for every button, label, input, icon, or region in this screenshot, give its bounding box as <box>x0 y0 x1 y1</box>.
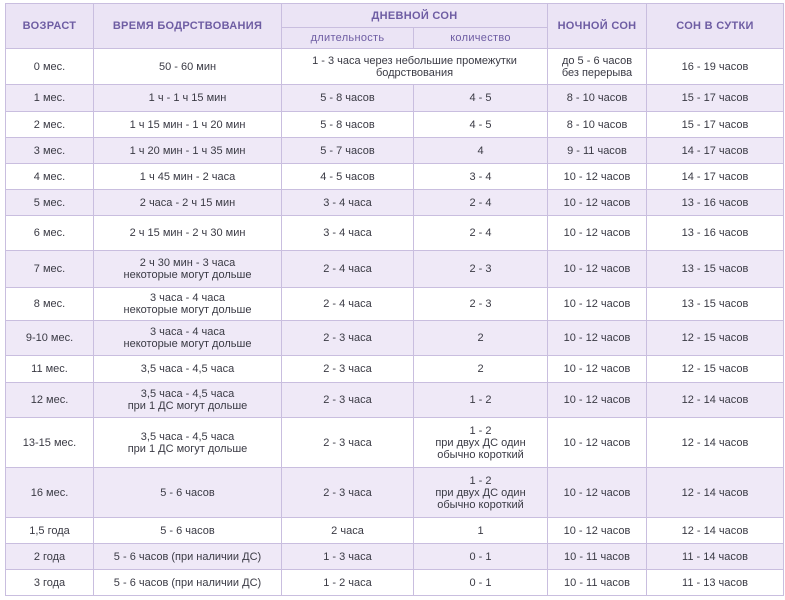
table-row <box>6 85 784 112</box>
age-cell: 3 года <box>6 570 94 596</box>
day-sleep-count-cell: 4 - 5 <box>414 112 548 138</box>
age-cell: 5 мес. <box>6 190 94 216</box>
night-sleep-cell: 10 - 12 часов <box>548 190 647 216</box>
table-row <box>6 190 784 216</box>
sleep-per-day-cell: 14 - 17 часов <box>647 138 784 164</box>
table-body <box>6 49 784 596</box>
wake-time-cell: 2 ч 15 мин - 2 ч 30 мин <box>94 216 282 251</box>
day-sleep-count-cell: 1 <box>414 518 548 544</box>
sleep-per-day-cell: 12 - 14 часов <box>647 468 784 518</box>
age-cell: 9-10 мес. <box>6 321 94 356</box>
table-row <box>6 321 784 356</box>
night-sleep-cell: 10 - 12 часов <box>548 164 647 190</box>
age-cell: 12 мес. <box>6 383 94 418</box>
night-sleep-cell: 8 - 10 часов <box>548 85 647 112</box>
day-sleep-count-cell: 4 <box>414 138 548 164</box>
night-sleep-cell: 10 - 12 часов <box>548 418 647 468</box>
sleep-per-day-cell: 14 - 17 часов <box>647 164 784 190</box>
day-sleep-duration-cell: 5 - 8 часов <box>282 112 414 138</box>
sleep-per-day-cell: 12 - 14 часов <box>647 518 784 544</box>
day-sleep-count-cell: 4 - 5 <box>414 85 548 112</box>
table-row <box>6 164 784 190</box>
day-sleep-count-cell: 1 - 2 <box>414 383 548 418</box>
sleep-per-day-cell: 13 - 16 часов <box>647 190 784 216</box>
day-sleep-duration-cell: 3 - 4 часа <box>282 190 414 216</box>
header-wake-time: ВРЕМЯ БОДРСТВОВАНИЯ <box>94 4 282 49</box>
age-cell: 1 мес. <box>6 85 94 112</box>
day-sleep-count-cell: 0 - 1 <box>414 570 548 596</box>
wake-time-cell: 3 часа - 4 часа некоторые могут дольше <box>94 321 282 356</box>
day-sleep-duration-cell: 5 - 8 часов <box>282 85 414 112</box>
wake-time-cell: 5 - 6 часов <box>94 518 282 544</box>
day-sleep-count-cell: 2 - 4 <box>414 216 548 251</box>
day-sleep-duration-cell: 2 - 3 часа <box>282 356 414 383</box>
night-sleep-cell: до 5 - 6 часов без перерыва <box>548 49 647 85</box>
table-row <box>6 518 784 544</box>
day-sleep-count-cell: 1 - 2 при двух ДС один обычно короткий <box>414 418 548 468</box>
sleep-per-day-cell: 12 - 15 часов <box>647 356 784 383</box>
day-sleep-count-cell: 2 <box>414 321 548 356</box>
night-sleep-cell: 10 - 12 часов <box>548 383 647 418</box>
table-row <box>6 418 784 468</box>
wake-time-cell: 2 часа - 2 ч 15 мин <box>94 190 282 216</box>
header-sleep-per-day: СОН В СУТКИ <box>647 4 784 49</box>
night-sleep-cell: 10 - 12 часов <box>548 216 647 251</box>
day-sleep-duration-cell: 3 - 4 часа <box>282 216 414 251</box>
table-row <box>6 356 784 383</box>
sleep-per-day-cell: 13 - 15 часов <box>647 288 784 321</box>
day-sleep-count-cell: 1 - 2 при двух ДС один обычно короткий <box>414 468 548 518</box>
night-sleep-cell: 8 - 10 часов <box>548 112 647 138</box>
table-row <box>6 570 784 596</box>
table-header <box>6 4 784 49</box>
age-cell: 3 мес. <box>6 138 94 164</box>
sleep-norms-table <box>5 3 784 596</box>
sleep-per-day-cell: 16 - 19 часов <box>647 49 784 85</box>
wake-time-cell: 3,5 часа - 4,5 часа при 1 ДС могут дольше <box>94 418 282 468</box>
night-sleep-cell: 9 - 11 часов <box>548 138 647 164</box>
night-sleep-cell: 10 - 11 часов <box>548 570 647 596</box>
wake-time-cell: 1 ч 45 мин - 2 часа <box>94 164 282 190</box>
night-sleep-cell: 10 - 12 часов <box>548 321 647 356</box>
wake-time-cell: 1 ч 15 мин - 1 ч 20 мин <box>94 112 282 138</box>
table-row <box>6 138 784 164</box>
day-sleep-count-cell: 2 - 3 <box>414 251 548 288</box>
sleep-per-day-cell: 12 - 14 часов <box>647 418 784 468</box>
night-sleep-cell: 10 - 12 часов <box>548 356 647 383</box>
day-sleep-duration-cell: 2 часа <box>282 518 414 544</box>
wake-time-cell: 5 - 6 часов (при наличии ДС) <box>94 570 282 596</box>
day-sleep-duration-cell: 2 - 3 часа <box>282 418 414 468</box>
day-sleep-duration-cell: 5 - 7 часов <box>282 138 414 164</box>
day-sleep-count-cell: 2 - 4 <box>414 190 548 216</box>
table-row <box>6 216 784 251</box>
header-day-sleep-count: количество <box>414 28 548 49</box>
age-cell: 1,5 года <box>6 518 94 544</box>
header-day-sleep: ДНЕВНОЙ СОН <box>282 4 548 28</box>
day-sleep-duration-cell: 1 - 2 часа <box>282 570 414 596</box>
age-cell: 0 мес. <box>6 49 94 85</box>
night-sleep-cell: 10 - 12 часов <box>548 251 647 288</box>
wake-time-cell: 1 ч 20 мин - 1 ч 35 мин <box>94 138 282 164</box>
day-sleep-duration-cell: 2 - 3 часа <box>282 321 414 356</box>
day-sleep-count-cell: 0 - 1 <box>414 544 548 570</box>
day-sleep-cell: 1 - 3 часа через небольшие промежутки бодрствования <box>282 49 548 85</box>
age-cell: 7 мес. <box>6 251 94 288</box>
table-row <box>6 251 784 288</box>
wake-time-cell: 1 ч - 1 ч 15 мин <box>94 85 282 112</box>
sleep-per-day-cell: 13 - 16 часов <box>647 216 784 251</box>
table-row <box>6 288 784 321</box>
table-row <box>6 112 784 138</box>
table-row <box>6 49 784 85</box>
day-sleep-count-cell: 2 - 3 <box>414 288 548 321</box>
age-cell: 2 мес. <box>6 112 94 138</box>
sleep-per-day-cell: 11 - 13 часов <box>647 570 784 596</box>
sleep-per-day-cell: 11 - 14 часов <box>647 544 784 570</box>
day-sleep-duration-cell: 2 - 3 часа <box>282 383 414 418</box>
age-cell: 11 мес. <box>6 356 94 383</box>
sleep-per-day-cell: 15 - 17 часов <box>647 112 784 138</box>
night-sleep-cell: 10 - 12 часов <box>548 288 647 321</box>
wake-time-cell: 50 - 60 мин <box>94 49 282 85</box>
day-sleep-duration-cell: 2 - 4 часа <box>282 288 414 321</box>
age-cell: 13-15 мес. <box>6 418 94 468</box>
age-cell: 8 мес. <box>6 288 94 321</box>
header-day-sleep-duration: длительность <box>282 28 414 49</box>
day-sleep-count-cell: 3 - 4 <box>414 164 548 190</box>
table-row <box>6 383 784 418</box>
header-age: ВОЗРАСТ <box>6 4 94 49</box>
night-sleep-cell: 10 - 12 часов <box>548 468 647 518</box>
wake-time-cell: 2 ч 30 мин - 3 часа некоторые могут дольше <box>94 251 282 288</box>
sleep-per-day-cell: 12 - 14 часов <box>647 383 784 418</box>
wake-time-cell: 5 - 6 часов <box>94 468 282 518</box>
table-row <box>6 544 784 570</box>
night-sleep-cell: 10 - 12 часов <box>548 518 647 544</box>
sleep-per-day-cell: 13 - 15 часов <box>647 251 784 288</box>
sleep-per-day-cell: 15 - 17 часов <box>647 85 784 112</box>
wake-time-cell: 5 - 6 часов (при наличии ДС) <box>94 544 282 570</box>
day-sleep-duration-cell: 2 - 3 часа <box>282 468 414 518</box>
age-cell: 4 мес. <box>6 164 94 190</box>
day-sleep-duration-cell: 1 - 3 часа <box>282 544 414 570</box>
wake-time-cell: 3 часа - 4 часа некоторые могут дольше <box>94 288 282 321</box>
day-sleep-duration-cell: 2 - 4 часа <box>282 251 414 288</box>
wake-time-cell: 3,5 часа - 4,5 часа <box>94 356 282 383</box>
age-cell: 2 года <box>6 544 94 570</box>
table-row <box>6 468 784 518</box>
night-sleep-cell: 10 - 11 часов <box>548 544 647 570</box>
sleep-per-day-cell: 12 - 15 часов <box>647 321 784 356</box>
age-cell: 16 мес. <box>6 468 94 518</box>
wake-time-cell: 3,5 часа - 4,5 часа при 1 ДС могут дольше <box>94 383 282 418</box>
day-sleep-duration-cell: 4 - 5 часов <box>282 164 414 190</box>
header-night-sleep: НОЧНОЙ СОН <box>548 4 647 49</box>
age-cell: 6 мес. <box>6 216 94 251</box>
day-sleep-count-cell: 2 <box>414 356 548 383</box>
